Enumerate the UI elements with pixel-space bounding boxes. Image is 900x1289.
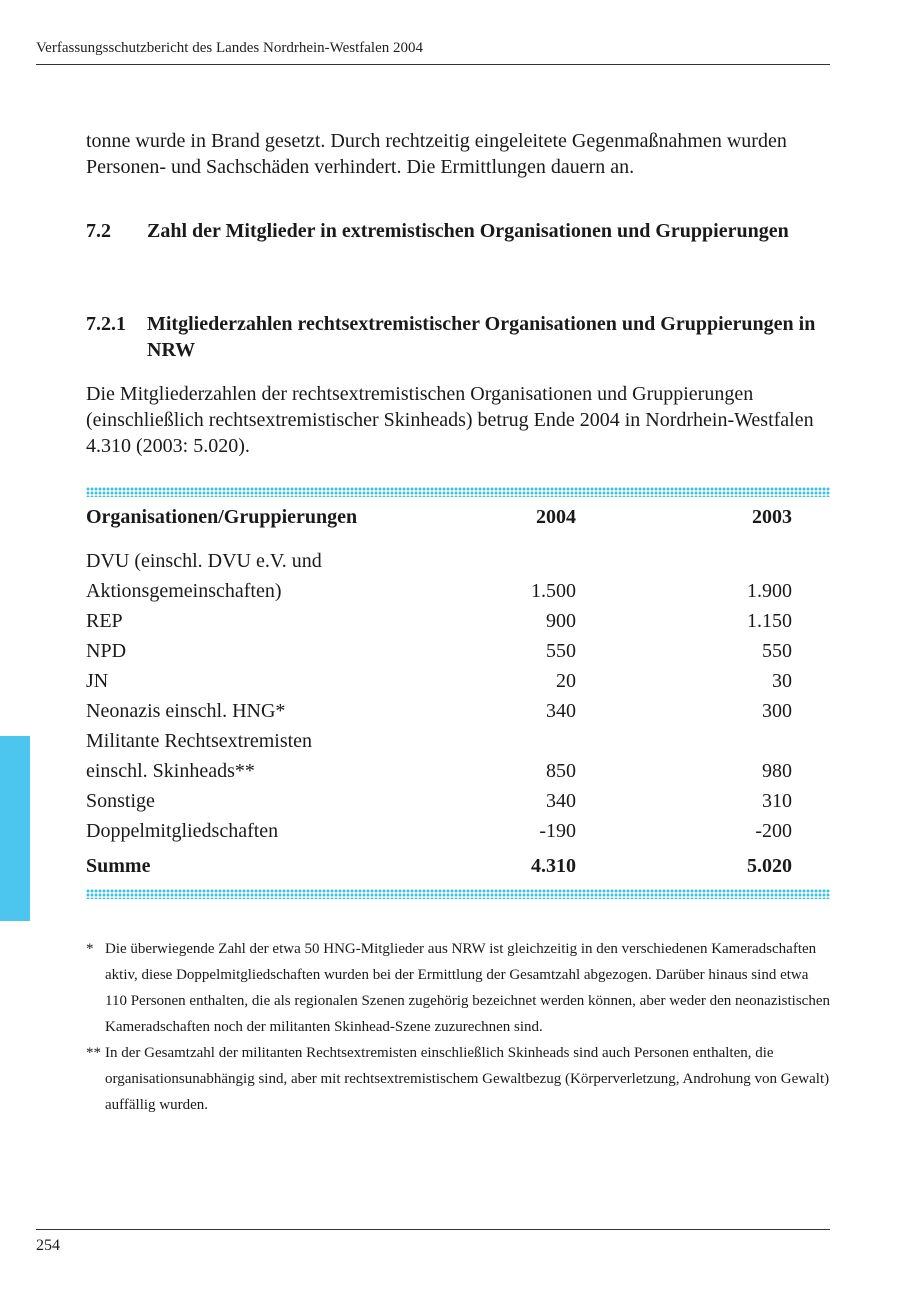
- chapter-side-tab: [0, 736, 30, 921]
- row-value-2004: 900: [546, 610, 576, 632]
- footnote-text: In der Gesamtzahl der militanten Rechtsextremisten einschließlich Skinheads sind auch Personen enthalten, die organisationsunabhängig sind, aber mit rechtsextremistischem Gewaltbezug (Körperverletzung, Androhung von Gewalt) auffällig wurden.: [105, 1045, 830, 1113]
- table-row: [86, 696, 792, 726]
- column-header-2003: 2003: [752, 506, 792, 528]
- section-number: 7.2: [86, 220, 111, 242]
- footnote: [86, 936, 830, 1040]
- column-header-organisation: Organisationen/Gruppierungen: [86, 506, 358, 528]
- running-header: Verfassungsschutzbericht des Landes Nordrhein-Westfalen 2004: [36, 40, 424, 56]
- page-number: 254: [36, 1237, 60, 1254]
- footer-rule: [36, 1229, 830, 1230]
- row-value-2004: 550: [546, 640, 576, 662]
- row-value-2004: 1.500: [531, 580, 576, 602]
- lead-paragraph: Die Mitgliederzahlen der rechtsextremistischen Organisationen und Gruppierungen (einschließlich rechtsextremistischer Skinheads) betrug Ende 2004 in Nordrhein-Westfalen 4.310 (2003: 5.020).: [86, 383, 814, 457]
- row-label: JN: [86, 670, 109, 692]
- row-value-2004: -190: [539, 820, 576, 842]
- table-row: [86, 606, 792, 636]
- row-value-2003: 980: [762, 760, 792, 782]
- row-label: Militante Rechtsextremisten einschl. Skinheads**: [86, 730, 313, 782]
- row-value-2004: 340: [546, 700, 576, 722]
- footnote-text: Die überwiegende Zahl der etwa 50 HNG-Mitglieder aus NRW ist gleichzeitig in den verschiedenen Kameradschaften aktiv, diese Doppelmitgliedschaften wurden bei der Ermittlung der Gesamtzahl abgezogen. Darüber hinaus sind etwa 110 Personen enthalten, die als regionalen Szenen zugehörig bezeichnet werden können, aber weder den neonazistischen Kameradschaften noch der militanten Skinhead-Szene zuzurechnen sind.: [105, 941, 830, 1035]
- column-header-2004: 2004: [536, 506, 576, 528]
- subsection-heading: [86, 311, 830, 363]
- row-label: REP: [86, 610, 123, 632]
- row-value-2003: 1.900: [747, 580, 792, 602]
- table-row: [86, 666, 792, 696]
- row-label: Sonstige: [86, 790, 155, 812]
- header-rule: [36, 64, 830, 65]
- dotted-rule-bottom: [86, 889, 830, 899]
- total-label: Summe: [86, 855, 151, 877]
- row-label: DVU (einschl. DVU e.V. und Aktionsgemeinschaften): [86, 550, 322, 602]
- section-heading: [86, 218, 830, 270]
- table-header-row: [86, 502, 792, 540]
- table-total-row: [86, 846, 792, 886]
- subsection-number: 7.2.1: [86, 313, 126, 335]
- footnotes: [86, 936, 830, 1118]
- table-row: [86, 546, 792, 606]
- total-value-2004: 4.310: [531, 855, 576, 877]
- row-value-2004: 20: [556, 670, 576, 692]
- subsection-title: Mitgliederzahlen rechtsextremistischer Organisationen und Gruppierungen in NRW: [147, 313, 816, 361]
- total-value-2003: 5.020: [747, 855, 792, 877]
- table-row: [86, 726, 792, 786]
- row-value-2003: 310: [762, 790, 792, 812]
- intro-paragraph: tonne wurde in Brand gesetzt. Durch rechtzeitig eingeleitete Gegenmaßnahmen wurden Personen- und Sachschäden verhindert. Die Ermittlungen dauern an.: [86, 130, 787, 178]
- row-label: NPD: [86, 640, 127, 662]
- row-label: Neonazis einschl. HNG*: [86, 700, 286, 722]
- row-value-2003: -200: [755, 820, 792, 842]
- section-title: Zahl der Mitglieder in extremistischen Organisationen und Gruppierungen: [147, 220, 789, 242]
- row-value-2003: 300: [762, 700, 792, 722]
- footnote: [86, 1040, 830, 1118]
- table-row: [86, 636, 792, 666]
- table-row: [86, 786, 792, 816]
- footnote-mark: **: [86, 1045, 101, 1061]
- row-value-2004: 340: [546, 790, 576, 812]
- membership-table: [86, 502, 792, 886]
- row-value-2003: 1.150: [747, 610, 792, 632]
- table-row: [86, 816, 792, 846]
- row-value-2004: 850: [546, 760, 576, 782]
- row-value-2003: 30: [772, 670, 792, 692]
- row-value-2003: 550: [762, 640, 792, 662]
- row-label: Doppelmitgliedschaften: [86, 820, 279, 842]
- footnote-mark: *: [86, 941, 94, 957]
- dotted-rule-top: [86, 487, 830, 497]
